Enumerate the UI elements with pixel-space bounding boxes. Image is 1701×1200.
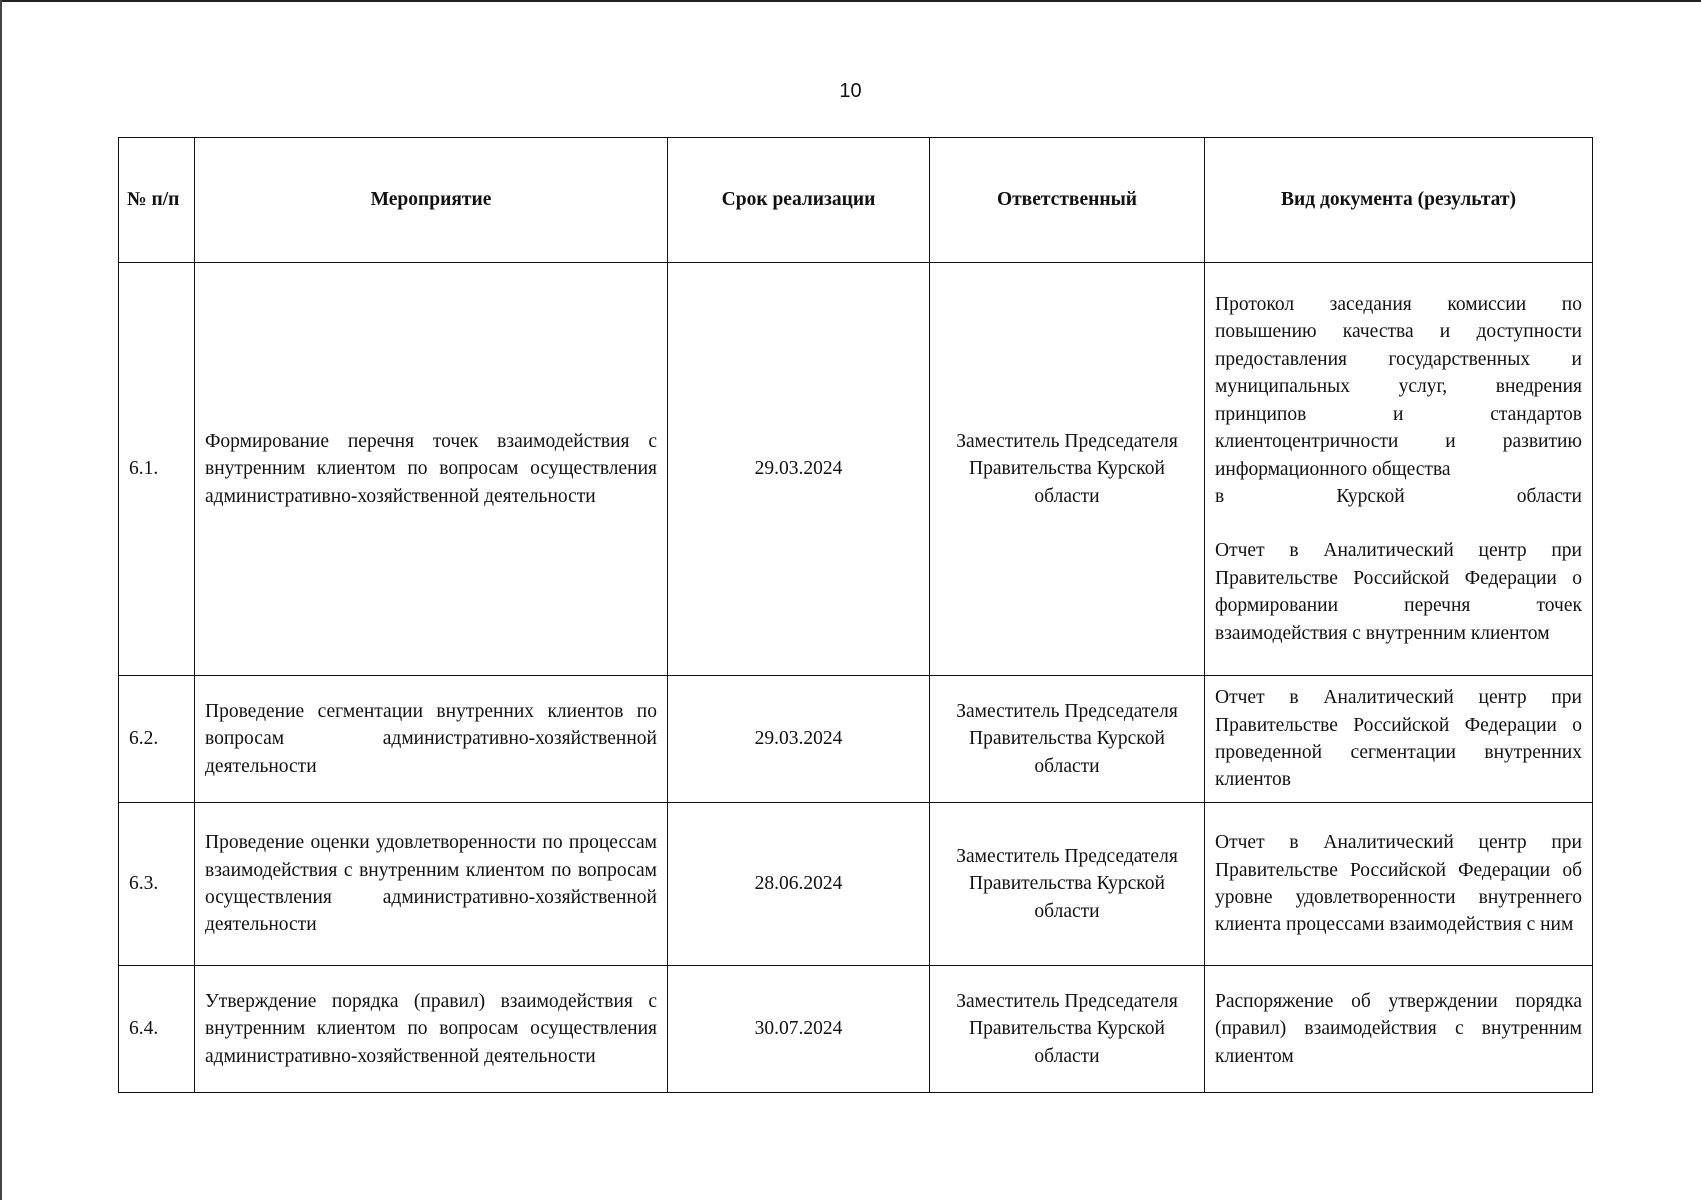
page-edge-left: [0, 0, 2, 1200]
row-responsible: Заместитель Председателя Правительства Курской области: [930, 803, 1205, 966]
action-plan-table: [118, 137, 1593, 1093]
row-event: Проведение оценки удовлетворенности по процессам взаимодействия с внутренним клиентом по вопросам осуществления административно-хозяйственной деятельности: [195, 803, 668, 966]
table-header-row: [119, 138, 1593, 263]
document-item: Отчет в Аналитический центр при Правительстве Российской Федерации о формировании перечня точек взаимодействия с внутренним клиентом: [1215, 540, 1582, 644]
row-document: [1205, 263, 1593, 676]
document-item: Отчет в Аналитический центр при Правительстве Российской Федерации о проведенной сегментации внутренних клиентов: [1215, 687, 1582, 791]
row-number: 6.1.: [119, 263, 195, 676]
table-row: [119, 966, 1593, 1093]
row-number: 6.3.: [119, 803, 195, 966]
header-event: Мероприятие: [195, 138, 668, 263]
document-item: Распоряжение об утверждении порядка (правил) взаимодействия с внутренним клиентом: [1215, 990, 1582, 1067]
row-responsible: Заместитель Председателя Правительства Курской области: [930, 676, 1205, 803]
row-number: 6.4.: [119, 966, 195, 1093]
row-term: 29.03.2024: [668, 263, 930, 676]
row-number: 6.2.: [119, 676, 195, 803]
row-term: 28.06.2024: [668, 803, 930, 966]
row-event: Проведение сегментации внутренних клиентов по вопросам административно-хозяйственной деятельности: [195, 676, 668, 803]
document-item: в Курской области: [1215, 485, 1582, 507]
row-event: Утверждение порядка (правил) взаимодействия с внутренним клиентом по вопросам осуществления административно-хозяйственной деятельности: [195, 966, 668, 1093]
row-term: 30.07.2024: [668, 966, 930, 1093]
header-document: Вид документа (результат): [1205, 138, 1593, 263]
page-number: 10: [839, 80, 862, 102]
row-document: [1205, 966, 1593, 1093]
document-item: Протокол заседания комиссии по повышению качества и доступности предоставления государственных и муниципальных услуг, внедрения принципов и стандартов клиентоцентричности и развитию информационного общества: [1215, 294, 1582, 480]
row-document: [1205, 676, 1593, 803]
document-item: Отчет в Аналитический центр при Правительстве Российской Федерации об уровне удовлетворенности внутреннего клиента процессами взаимодействия с ним: [1215, 832, 1582, 936]
table-row: [119, 263, 1593, 676]
table-row: [119, 676, 1593, 803]
row-term: 29.03.2024: [668, 676, 930, 803]
document-spacer: [1215, 510, 1582, 537]
row-document: [1205, 803, 1593, 966]
table-row: [119, 803, 1593, 966]
header-responsible: Ответственный: [930, 138, 1205, 263]
page-edge-top: [0, 0, 1701, 2]
header-term: Срок реализации: [668, 138, 930, 263]
header-num: № п/п: [119, 138, 195, 263]
row-responsible: Заместитель Председателя Правительства Курской области: [930, 966, 1205, 1093]
row-responsible: Заместитель Председателя Правительства Курской области: [930, 263, 1205, 676]
row-event: Формирование перечня точек взаимодействия с внутренним клиентом по вопросам осуществления административно-хозяйственной деятельности: [195, 263, 668, 676]
